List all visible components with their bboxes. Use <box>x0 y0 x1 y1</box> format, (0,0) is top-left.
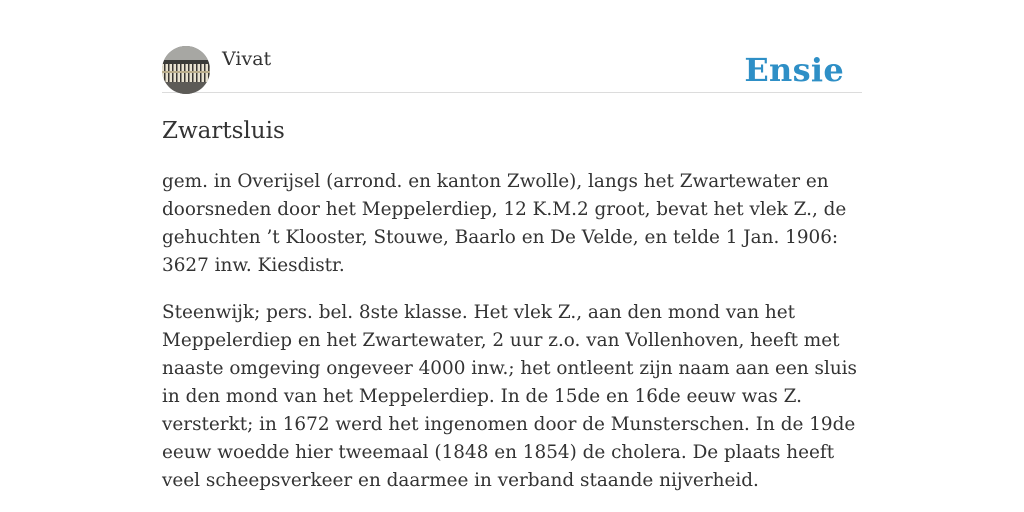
article-title: Zwartsluis <box>162 118 285 144</box>
header <box>162 46 862 93</box>
article-body <box>162 168 867 512</box>
source-avatar[interactable] <box>162 46 210 94</box>
article-paragraph: Steenwijk; pers. bel. 8ste klasse. Het vlek Z., aan den mond van het Meppelerdiep en het Zwartewater, 2 uur z.o. van Vollenhoven, heeft met naaste omgeving ongeveer 4000 inw.; het ontleent zijn naam aan een sluis in den mond van het Meppelerdiep. In de 15de en 16de eeuw was Z. versterkt; in 1672 werd het ingenomen door de Munsterschen. In de 19de eeuw woedde hier tweemaal (1848 en 1854) de cholera. De plaats heeft veel scheepsverkeer en daarmee in verband staande nijverheid. <box>162 302 857 491</box>
book-spines-icon <box>162 46 210 94</box>
source-name[interactable]: Vivat <box>222 48 272 70</box>
article-paragraph: gem. in Overijsel (arrond. en kanton Zwolle), langs het Zwartewater en doorsneden door het Meppelerdiep, 12 K.M.2 groot, bevat het vlek Z., de gehuchten ’t Klooster, Stouwe, Baarlo en De Velde, en telde 1 Jan. 1906: 3627 inw. Kiesdistr. <box>162 171 847 276</box>
brand-logo[interactable]: Ensie <box>744 51 844 89</box>
